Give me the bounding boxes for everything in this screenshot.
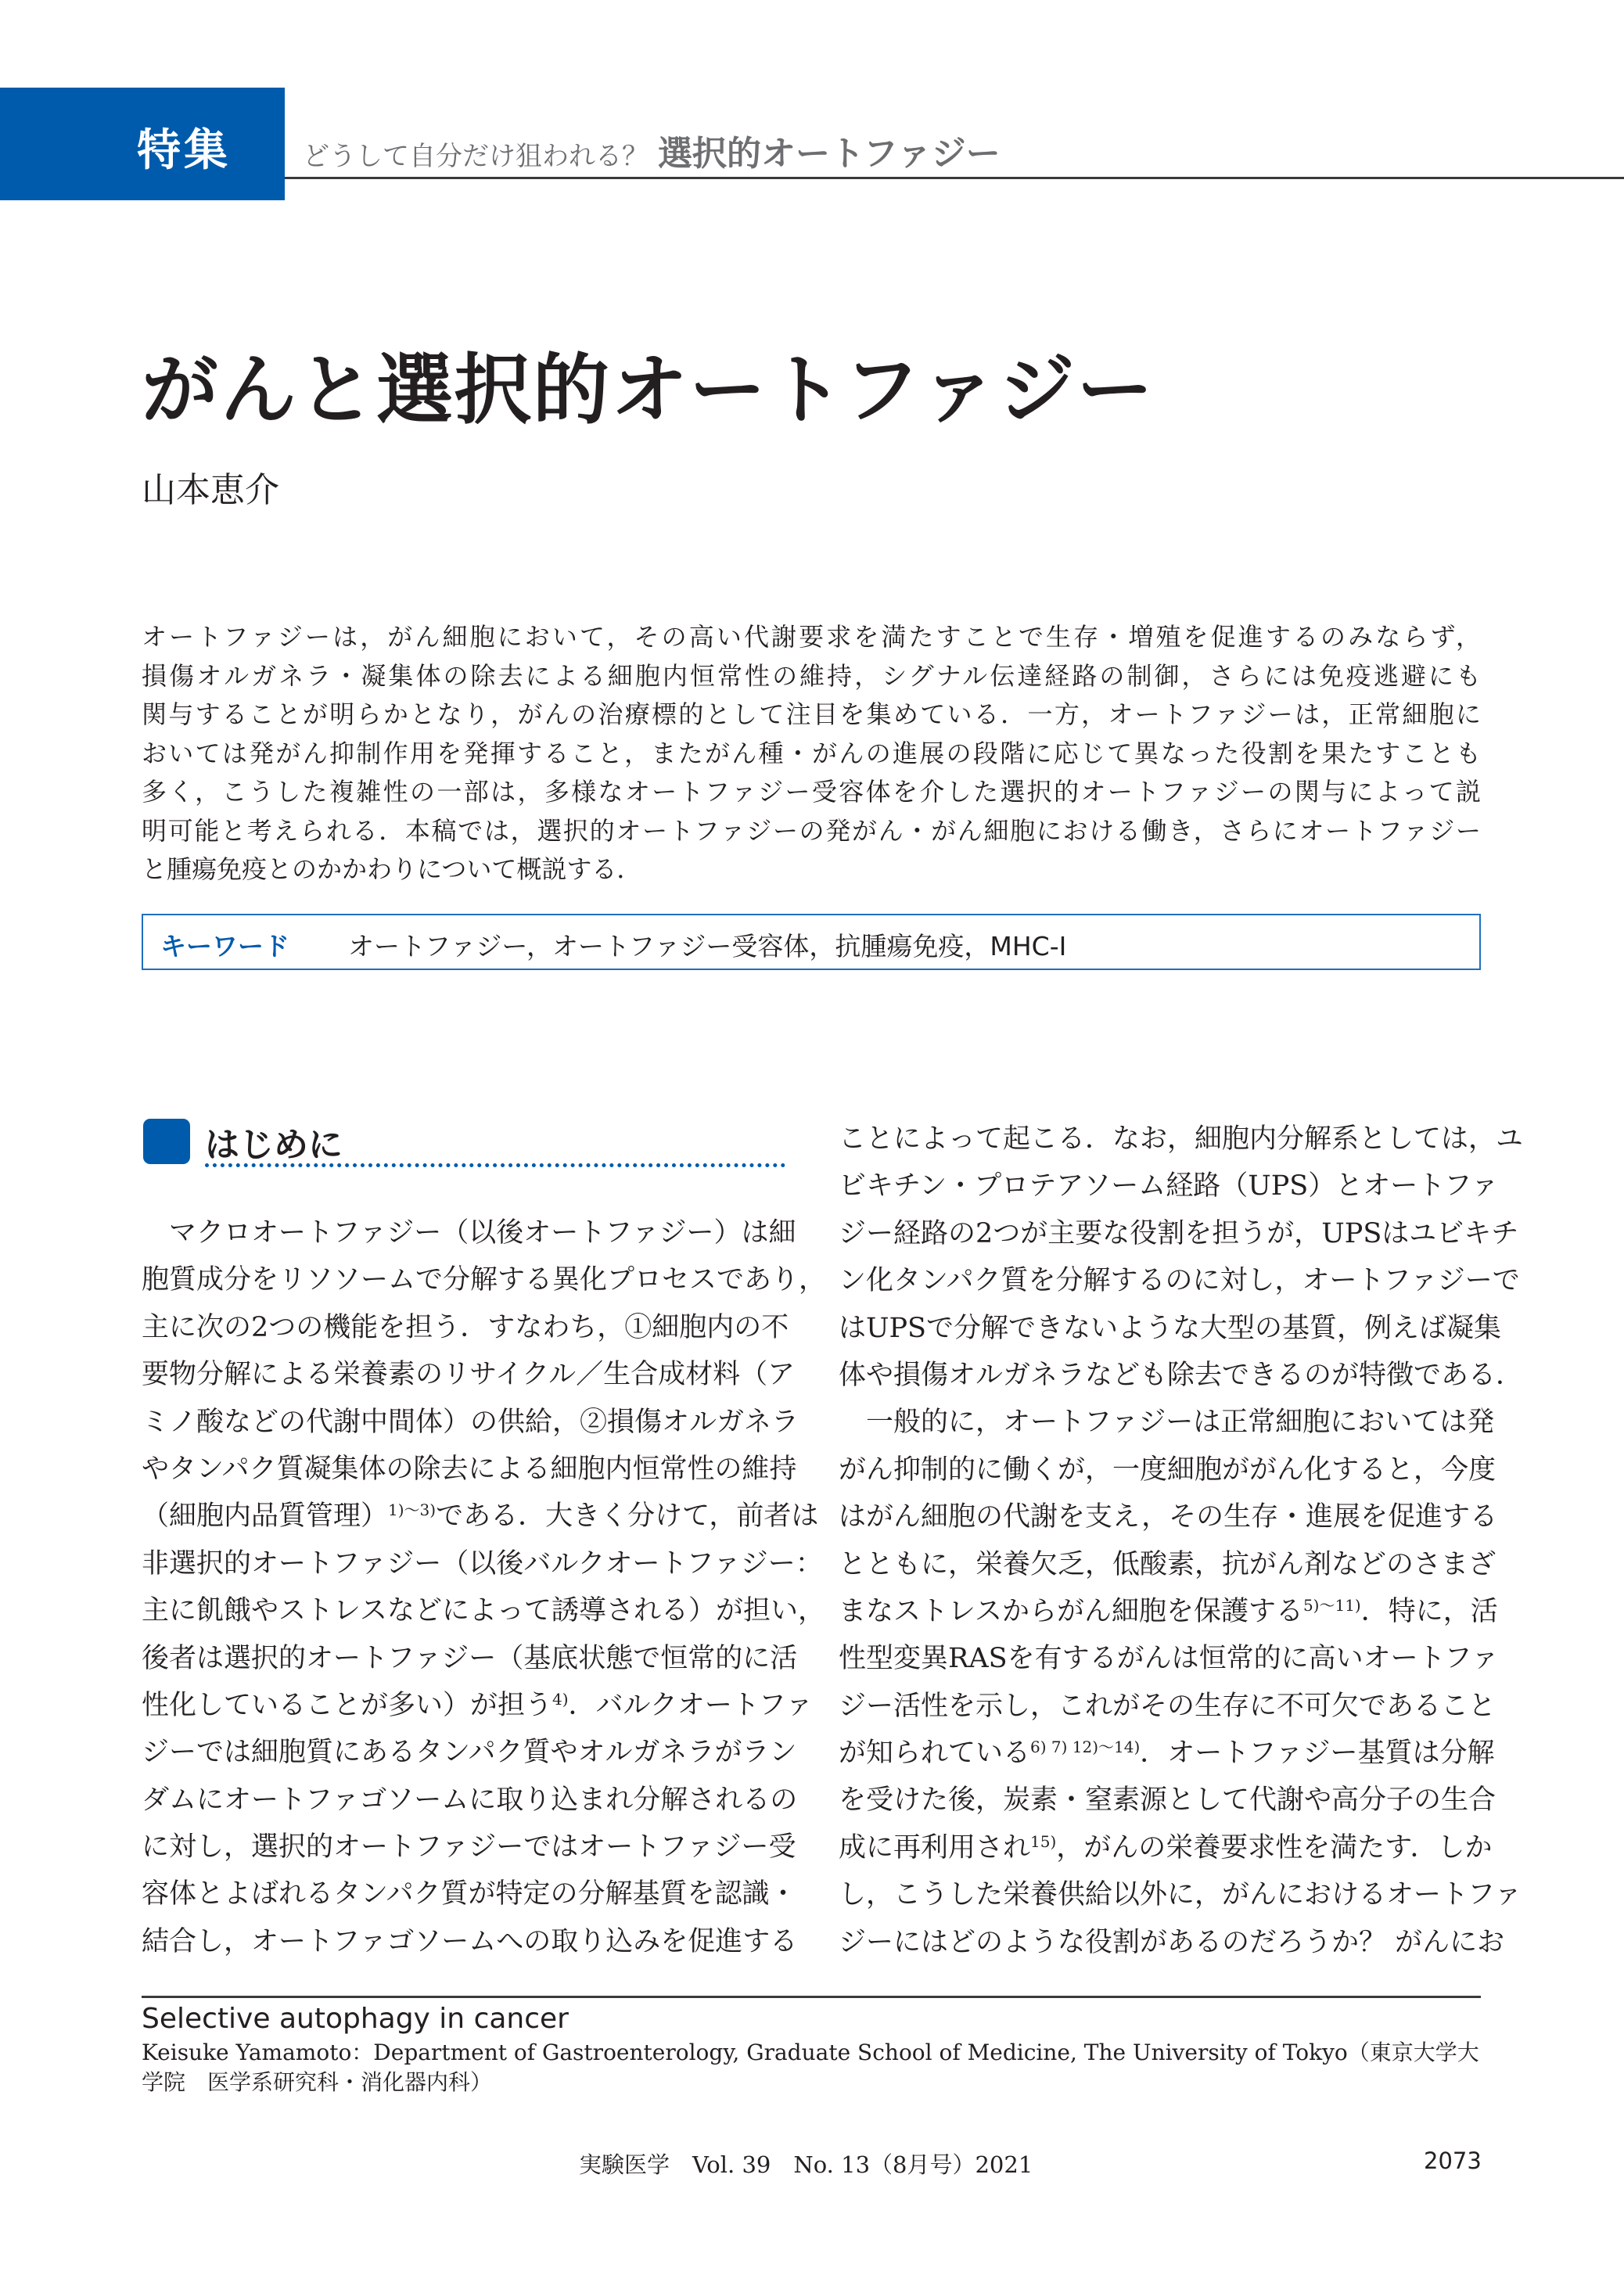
body-line [142,1777,798,1824]
citation-ref: 4) [552,1689,569,1709]
body-line [839,1824,1493,1871]
body-text: 非選択的オートファジー（以後バルクオートファジー： [142,1547,823,1580]
body-text: 容体とよばれるタンパク質が特定の分解基質を認識・ [142,1878,797,1910]
body-line [142,1824,796,1871]
body-line [839,1919,1505,1966]
english-title: Selective autophagy in cancer [142,2003,569,2035]
body-line [839,1210,1519,1257]
body-line [142,1256,827,1303]
journal-citation: 実験医学 Vol. 39 No. 13（8月号）2021 [579,2151,1033,2178]
abstract-line: と腫瘍免疫とのかかわりについて概説する． [142,854,642,884]
body-line [142,1493,819,1540]
body-text: 一般的に，オートファジーは正常細胞においては発 [839,1407,1495,1439]
abstract-line: 多く，こうした複雑性の一部は，多様なオートファジー受容体を介した選択的オートファジーの関与によって説 [142,777,1481,807]
body-line [142,1304,789,1351]
section-dotted-rule [205,1163,785,1167]
body-text: はがん細胞の代謝を支え，その生存・進展を促進する [839,1501,1498,1533]
body-text: 体や損傷オルガネラなども除去できるのが特徴である． [839,1359,1524,1391]
keywords-text: オートファジー，オートファジー受容体，抗腫瘍免疫，MHC-Ⅰ [348,931,1067,961]
body-line [839,1116,1524,1163]
body-line [839,1447,1496,1493]
body-line [839,1683,1496,1730]
header-rule [285,177,1624,179]
body-text: 胞質成分をリソソームで分解する異化プロセスであり， [142,1264,827,1296]
body-line [142,1351,796,1398]
body-text: 要物分解による栄養素のリサイクル／生合成材料（ア [142,1359,796,1391]
running-header-subtitle: どうして自分だけ狙われる？ [303,141,649,172]
running-header-series-title: 選択的オートファジー [658,134,1001,174]
article-author: 山本恵介 [142,470,279,510]
body-line [142,1540,823,1587]
citation-ref: 1)～3) [388,1501,437,1520]
body-text: 成に再利用され [839,1831,1031,1864]
body-line [839,1871,1522,1918]
body-text: ．特に，活 [1360,1595,1498,1627]
body-text: ジーでは細胞質にあるタンパク質やオルガネラがラン [142,1737,797,1769]
abstract-line: 明可能と考えられる．本稿では，選択的オートファジーの発がん・がん細胞における働き，さらにオートファジー [142,815,1481,846]
body-text: 結合し，オートファゴソームへの取り込みを促進する [142,1925,798,1957]
body-text: ビキチン・プロテアソーム経路（UPS）とオートファ [839,1170,1499,1202]
body-text: し，こうした栄養供給以外に，がんにおけるオートファ [839,1879,1522,1911]
body-text: がん抑制的に働くが，一度細胞ががん化すると，今度 [839,1454,1496,1486]
body-column-right [839,1116,1524,1966]
body-text: 性化していることが多い）が担う [142,1689,553,1721]
citation-ref: 6) 7) 12)～14) [1030,1738,1141,1757]
feature-tag [0,88,285,200]
article-title: がんと選択的オートファジー [142,346,1155,435]
running-header [303,125,1001,175]
body-text: 後者は選択的オートファジー（基底状態で恒常的に活 [142,1642,798,1674]
citation-ref: 5)～11) [1302,1595,1361,1615]
body-text: ，がんの栄養要求性を満たす．しか [1056,1831,1493,1864]
body-text: ン化タンパク質を分解するのに対し，オートファジーで [839,1265,1520,1297]
body-line [839,1493,1498,1540]
body-line [839,1257,1520,1304]
abstract-line: おいては発がん抑制作用を発揮すること，またがん種・がんの進展の段階に応じて異なった役割を果たすことも [142,738,1481,768]
body-line [142,1635,798,1682]
section-heading: はじめに [205,1125,343,1165]
body-line [142,1587,825,1634]
abstract-line: 損傷オルガネラ・凝集体の除去による細胞内恒常性の維持，シグナル伝達経路の制御，さらには免疫逃避にも [142,660,1481,691]
body-line [142,1871,797,1917]
body-text: である．大きく分けて，前者は [436,1501,819,1533]
body-line [839,1305,1502,1352]
body-line [839,1730,1495,1777]
abstract [142,618,1481,890]
body-text: ことによって起こる．なお，細胞内分解系としては，ユ [839,1123,1524,1155]
body-text: が知られている [839,1738,1031,1770]
body-line [839,1352,1524,1399]
body-text: やタンパク質凝集体の除去による細胞内恒常性の維持 [142,1453,797,1485]
body-line [839,1163,1499,1209]
author-affiliation: Keisuke Yamamoto：Department of Gastroenterology, Graduate School of Medicine, The University of Tokyo（東京大学大学院 医学系研究科・消化器内科） [142,2040,1479,2095]
body-text: 性型変異RASを有するがんは恒常的に高いオートファ [839,1643,1499,1675]
body-line [142,1446,797,1493]
body-line [839,1399,1495,1446]
keywords-label: キーワード [160,931,289,961]
body-text: に対し，選択的オートファジーではオートファジー受 [142,1831,796,1864]
keywords-box [142,914,1481,970]
body-text: ダムにオートファゴソームに取り込まれ分解されるの [142,1784,798,1816]
body-text: マクロオートファジー（以後オートファジー）は細 [142,1217,796,1249]
body-text: ．バルクオートファ [568,1689,814,1721]
section-marker-icon [143,1119,190,1164]
body-text: ジーにはどのような役割があるのだろうか？ がんにお [839,1926,1505,1958]
body-text: （細胞内品質管理） [142,1501,389,1533]
body-line [839,1777,1496,1824]
body-text: まなストレスからがん細胞を保護する [839,1595,1303,1627]
abstract-line: オートファジーは，がん細胞において，その高い代謝要求を満たすことで生存・増殖を促進するのみならず， [142,622,1481,652]
body-line [142,1209,796,1256]
body-text: 主に次の2つの機能を担う．すなわち，①細胞内の不 [142,1311,789,1343]
body-line [142,1729,797,1776]
page-number: 2073 [1424,2147,1482,2174]
body-text: ジー活性を示し，これがその生存に不可欠であること [839,1690,1496,1722]
body-text: 主に飢餓やストレスなどによって誘導される）が担い， [142,1595,825,1627]
body-text: ．オートファジー基質は分解 [1140,1738,1495,1770]
body-line [839,1541,1496,1588]
abstract-line: 関与することが明らかとなり，がんの治療標的として注目を集めている．一方，オートファジーは，正常細胞に [142,699,1481,729]
body-line [142,1682,814,1729]
body-text: ミノ酸などの代謝中間体）の供給，②損傷オルガネラ [142,1406,799,1438]
body-line [142,1399,799,1446]
feature-tag-label: 特集 [137,125,231,176]
citation-ref: 15) [1030,1831,1057,1851]
body-line [839,1635,1499,1682]
body-line [142,1918,798,1965]
body-text: とともに，栄養欠乏，低酸素，抗がん剤などのさまざ [839,1548,1496,1580]
body-text: を受けた後，炭素・窒素源として代謝や高分子の生合 [839,1784,1496,1817]
footnote-rule [142,1996,1481,1998]
body-text: はUPSで分解できないような大型の基質，例えば凝集 [839,1312,1502,1344]
body-column-left [142,1209,827,1965]
body-line [839,1588,1498,1635]
body-text: ジー経路の2つが主要な役割を担うが，UPSはユビキチ [839,1217,1519,1249]
